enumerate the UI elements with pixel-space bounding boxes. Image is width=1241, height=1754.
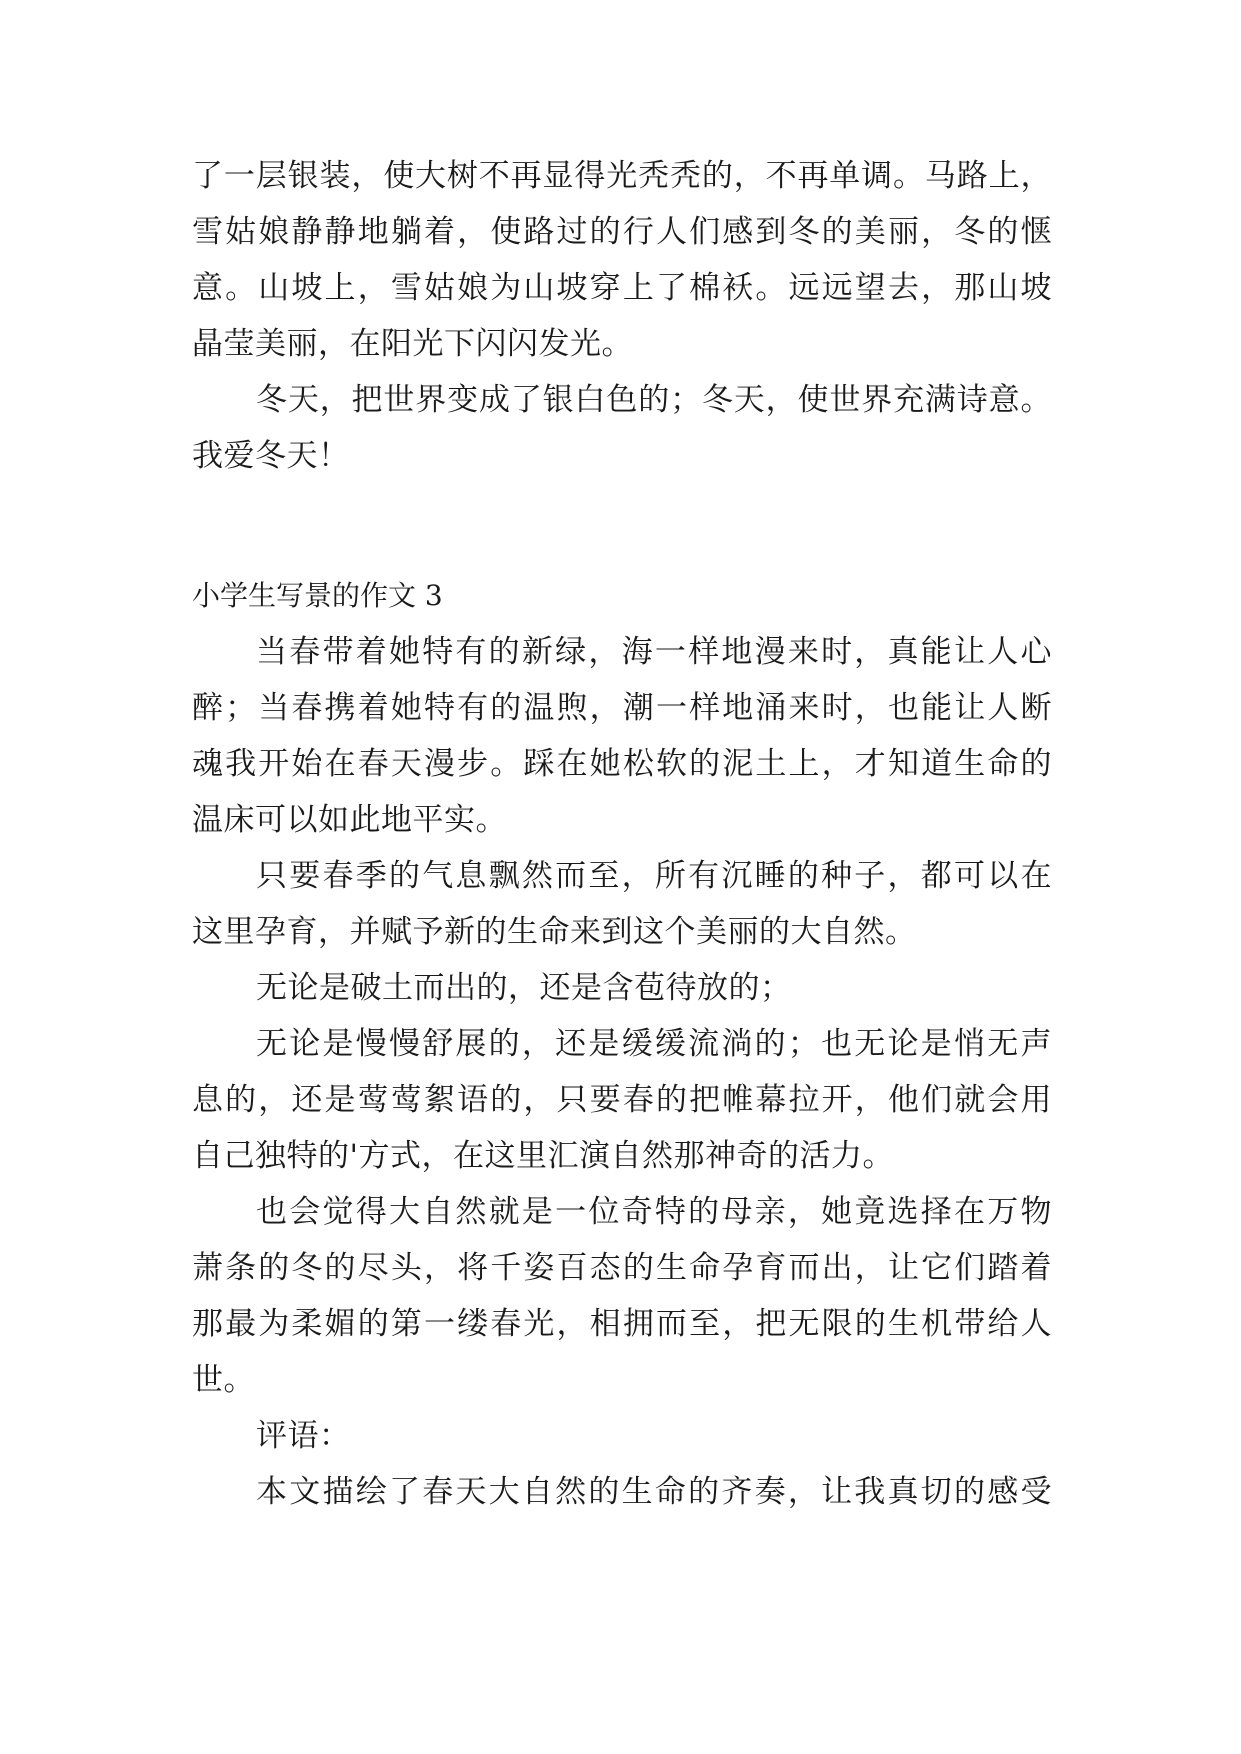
paragraph-line: 晶莹美丽，在阳光下闪闪发光。 xyxy=(192,326,633,362)
paragraph-line: 世。 xyxy=(192,1362,255,1398)
paragraph-line: 醉；当春携着她特有的温煦，潮一样地涌来时，也能让人断 xyxy=(192,690,1052,726)
paragraph-line: 温床可以如此地平实。 xyxy=(192,802,507,838)
paragraph-line: 无论是破土而出的，还是含苞待放的； xyxy=(256,970,792,1006)
paragraph-line: 那最为柔媚的第一缕春光，相拥而至，把无限的生机带给人 xyxy=(192,1306,1052,1342)
paragraph-line: 了一层银装，使大树不再显得光秃秃的，不再单调。马路上， xyxy=(192,158,1052,194)
paragraph-line: 本文描绘了春天大自然的生命的齐奏，让我真切的感受 xyxy=(256,1474,1052,1510)
paragraph-line: 意。山坡上，雪姑娘为山坡穿上了棉袄。远远望去，那山坡 xyxy=(192,270,1052,306)
paragraph-line: 萧条的冬的尽头，将千姿百态的生命孕育而出，让它们踏着 xyxy=(192,1250,1052,1286)
paragraph-line: 魂我开始在春天漫步。踩在她松软的泥土上，才知道生命的 xyxy=(192,746,1052,782)
section-heading: 小学生写景的作文 3 xyxy=(192,579,443,612)
paragraph-line: 无论是慢慢舒展的，还是缓缓流淌的；也无论是悄无声 xyxy=(256,1026,1052,1062)
paragraph-line: 雪姑娘静静地躺着，使路过的行人们感到冬的美丽，冬的惬 xyxy=(192,214,1052,250)
paragraph-line: 也会觉得大自然就是一位奇特的母亲，她竟选择在万物 xyxy=(256,1194,1052,1230)
comment-label: 评语： xyxy=(256,1418,351,1454)
paragraph-line: 这里孕育，并赋予新的生命来到这个美丽的大自然。 xyxy=(192,914,917,950)
paragraph-line: 冬天，把世界变成了银白色的；冬天，使世界充满诗意。 xyxy=(256,382,1052,418)
paragraph-line: 当春带着她特有的新绿，海一样地漫来时，真能让人心 xyxy=(256,634,1052,670)
paragraph-line: 只要春季的气息飘然而至，所有沉睡的种子，都可以在 xyxy=(256,858,1052,894)
paragraph-line: 息的，还是莺莺絮语的，只要春的把帷幕拉开，他们就会用 xyxy=(192,1082,1052,1118)
paragraph-line: 我爱冬天！ xyxy=(192,438,350,474)
paragraph-line: 自己独特的'方式，在这里汇演自然那神奇的活力。 xyxy=(192,1138,895,1174)
